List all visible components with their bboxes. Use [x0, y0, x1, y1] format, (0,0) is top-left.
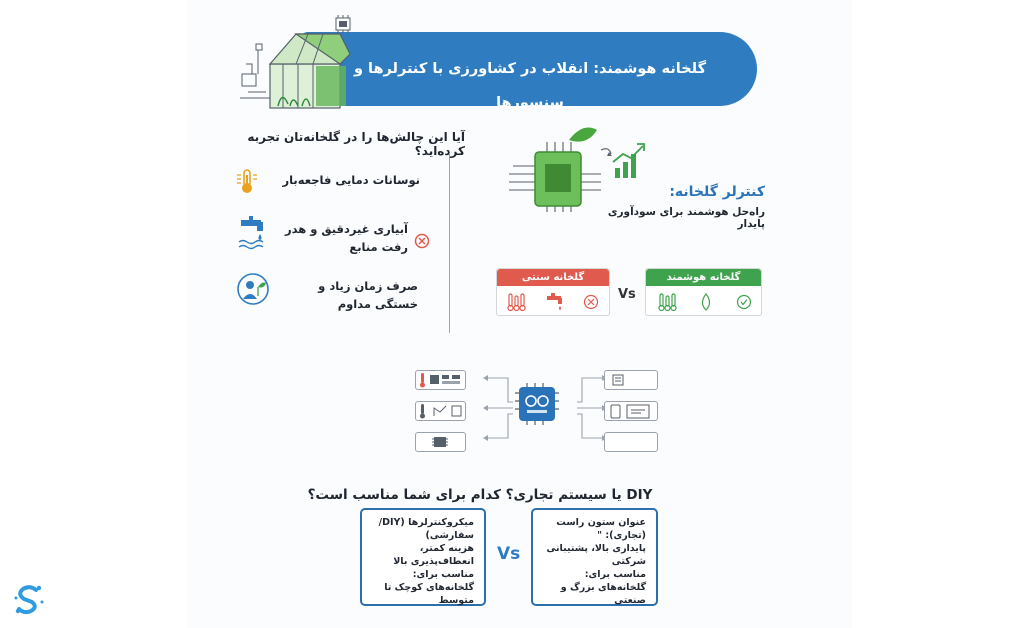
brand-logo-icon [12, 582, 46, 616]
faucet-icon [237, 214, 271, 250]
commercial-line-4: گلخانه‌های بزرگ و صنعتی [560, 582, 646, 606]
traditional-icons [503, 291, 603, 313]
comparison-vs: Vs [618, 287, 636, 302]
smart-label: گلخانه هوشمند [646, 269, 761, 286]
page-title: گلخانه هوشمند: انقلاب در کشاورزی با کنترلرها و سنسورها [353, 61, 707, 111]
relay-icon [605, 371, 657, 389]
farmer-icon [236, 272, 270, 306]
sensor-box-2 [415, 401, 466, 421]
temperature-sensor-icon [416, 371, 465, 389]
challenge-item-2: آبیاری غیردقیق و هدر رفت منابع [284, 222, 408, 254]
traditional-label: گلخانه سنتی [497, 269, 609, 286]
diy-title: DIY یا سیستم تجاری؟ کدام برای شما مناسب است؟ [307, 487, 653, 503]
diy-card [360, 508, 486, 606]
diy-vs: Vs [497, 544, 521, 564]
output-box-3 [604, 432, 658, 452]
arduino-board-icon [513, 381, 561, 427]
commercial-line-2: پایداری بالا، پشتیبانی شرکتی [546, 543, 646, 567]
controller-title: کنترلر گلخانه: [669, 184, 765, 200]
output-box-2 [604, 401, 658, 421]
controller-chip-icon [507, 122, 647, 218]
challenge-item-1: نوسانات دمایی فاجعه‌بار [282, 173, 420, 187]
smart-icons [654, 291, 756, 313]
sensor-box-1 [415, 370, 466, 390]
commercial-card [531, 508, 658, 606]
challenge-item-3: صرف زمان زیاد و خستگی مداوم [318, 279, 418, 311]
output-box-1 [604, 370, 658, 390]
thermometer-icon [233, 167, 261, 195]
smart-greenhouse-card [645, 268, 762, 316]
error-icon [414, 233, 430, 249]
traditional-greenhouse-card [496, 268, 610, 316]
display-icon [605, 402, 657, 420]
controller-subtitle: راه‌حل هوشمند برای سودآوری پایدار [607, 206, 765, 230]
soil-sensor-icon [416, 402, 465, 420]
commercial-line-3: مناسب برای: [584, 569, 646, 580]
diy-line-1: میکروکنترلرها (DIY/سفارشی) [378, 517, 474, 541]
diy-line-3: مناسب برای: [412, 569, 474, 580]
greenhouse-icon [238, 14, 366, 112]
sensor-box-3 [415, 432, 466, 452]
challenges-question: آیا این چالش‌ها را در گلخانه‌تان تجربه کرده‌اید؟ [247, 130, 465, 158]
commercial-line-1: عنوان ستون راست (تجاری): " [556, 517, 646, 541]
module-chip-icon [416, 433, 465, 451]
diy-line-2: هزینه کمتر، انعطاف‌پذیری بالا [393, 543, 474, 567]
diy-line-4: گلخانه‌های کوچک تا متوسط [384, 582, 474, 606]
